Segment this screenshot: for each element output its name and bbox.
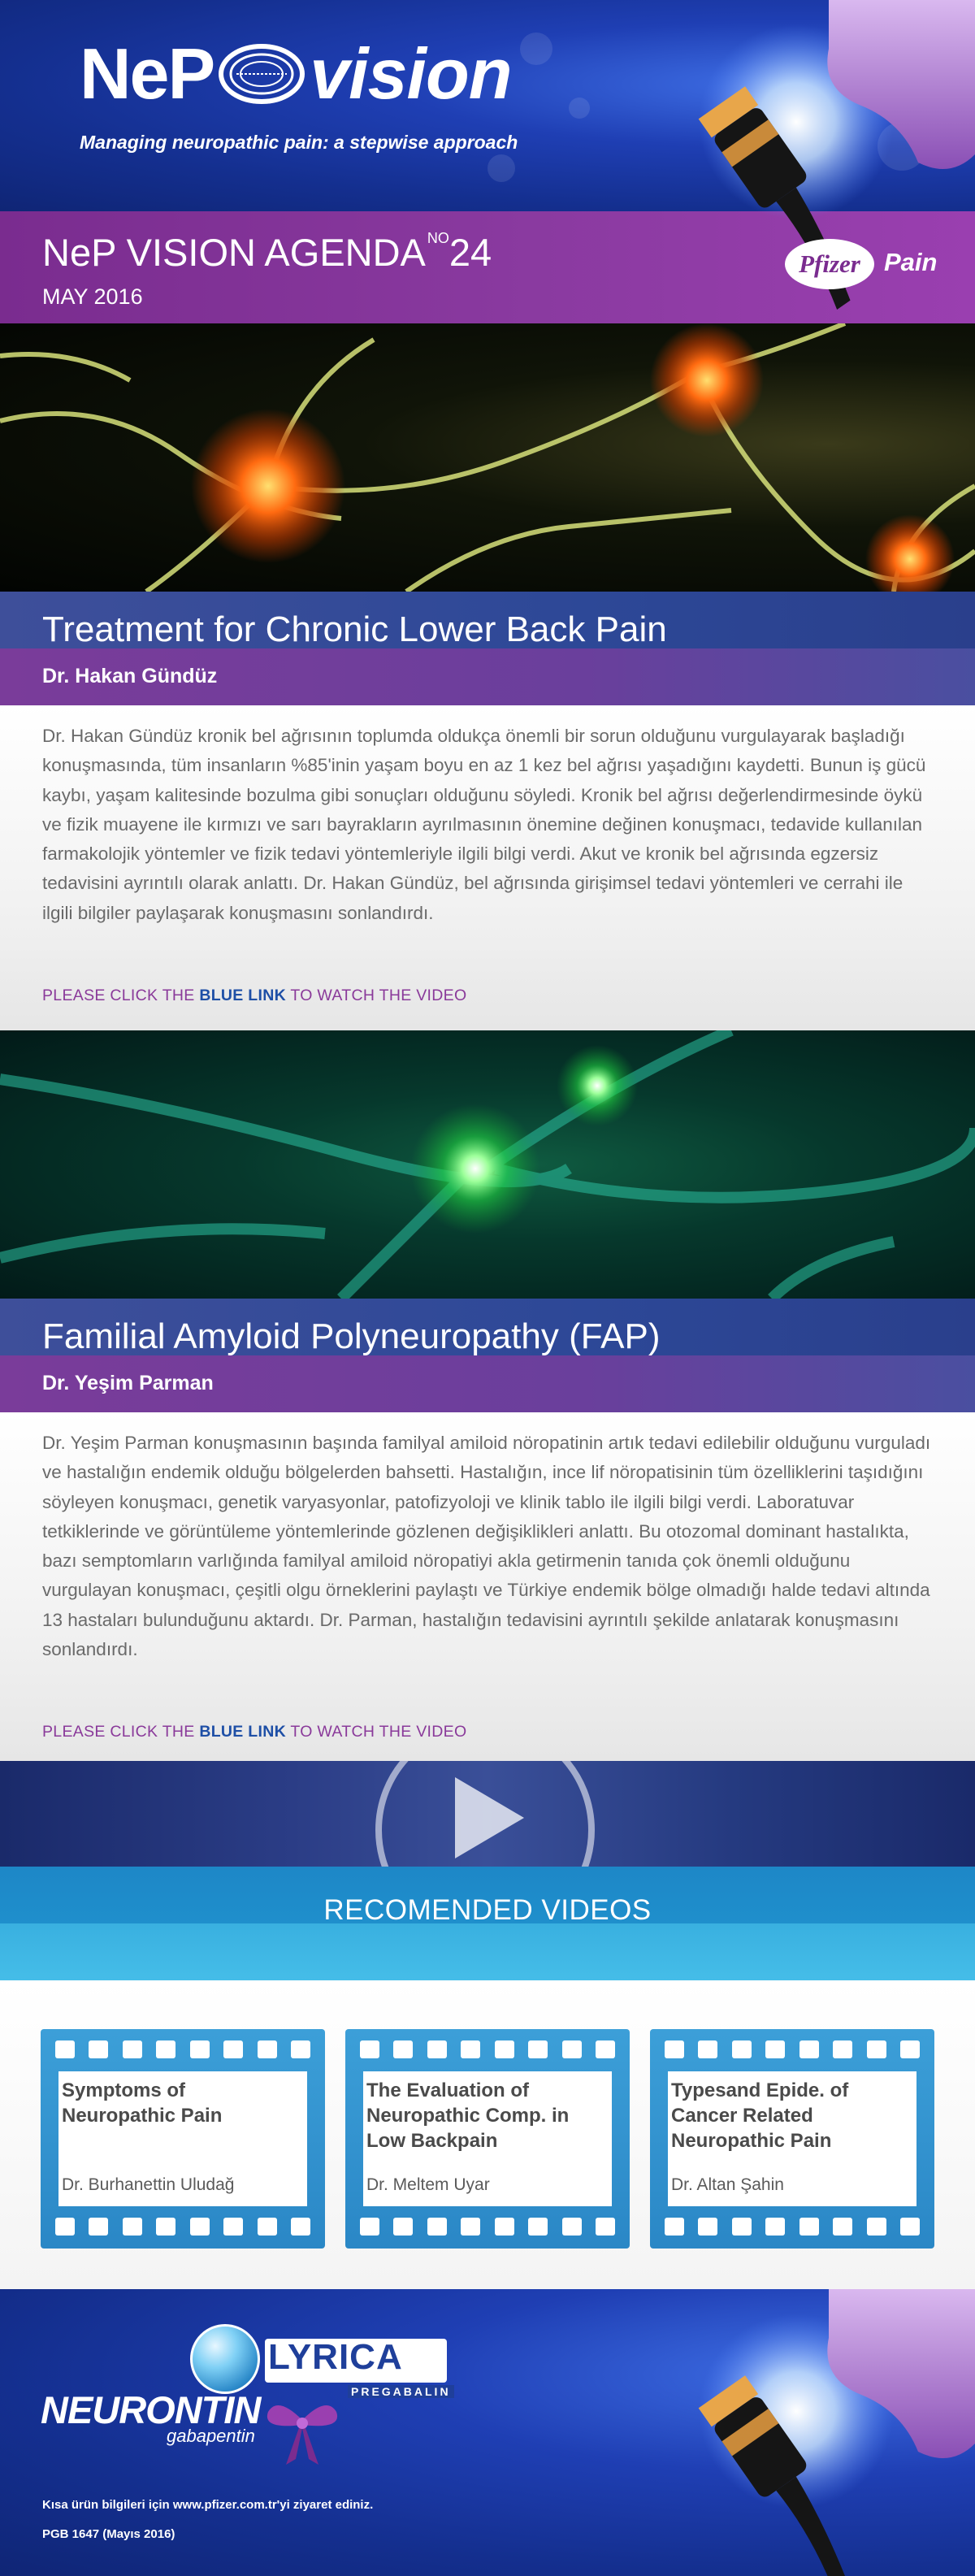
recommended-heading: RECOMENDED VIDEOS <box>323 1894 652 1926</box>
eye-icon <box>217 41 306 106</box>
pregabalin-label: PREGABALIN <box>348 2385 454 2398</box>
cta-prefix: PLEASE CLICK THE <box>42 987 200 1004</box>
section-author-1: Dr. Hakan Gündüz <box>42 665 218 687</box>
film-holes-top <box>360 2040 615 2060</box>
film-holes-bottom <box>665 2218 920 2237</box>
section-title-2: Familial Amyloid Polyneuropathy (FAP) <box>42 1316 661 1356</box>
plug-icon <box>585 2289 975 2576</box>
neuron-image-green <box>0 1030 975 1299</box>
neurontin-wordmark[interactable]: NEURONTIN <box>41 2388 261 2431</box>
cta-suffix: TO WATCH THE VIDEO <box>286 987 467 1004</box>
logo-vision-text: vision <box>310 33 512 114</box>
film-holes-bottom <box>360 2218 615 2237</box>
agenda-title <box>42 230 492 275</box>
footer-note: Kısa ürün bilgileri için www.pfizer.com.tr'yi ziyaret ediniz. <box>42 2498 374 2512</box>
agenda-title-text: NeP VISION AGENDA <box>42 231 426 274</box>
film-holes-top <box>665 2040 920 2060</box>
video-card-title: The Evaluation of Neuropathic Comp. in Low Backpain <box>366 2079 570 2152</box>
agenda-no-label: NO <box>427 230 449 246</box>
section-body-1: Dr. Hakan Gündüz kronik bel ağrısının toplumda oldukça önemli bir sorun olduğunu vurgulayarak başladığı konuşmasında, tüm insanların %85'inin yaşam boyu en az 1 kez bel ağrısı yaşadığını kaydetti. Bunun iş gücü kaybı, yaşam kalitesinde bozulma gibi sonuçları olduğunu söyledi. Kronik bel ağrısı değerlendirmesinde öykü ve fizik muayene ile kırmızı ve sarı bayrakların ayrılmasının önemine değinen konuşmacı, tedavide kullanılan farmakolojik yöntemler ve fizik tedavi yöntemleriyle ilgili bilgi verdi. Akut ve kronik bel ağrısında egzersiz tedavisini ayrıntılı olarak anlattı. Dr. Hakan Gündüz, bel ağrısında girişimsel tedavi yöntemleri ve cerrahi ile ilgili bilgiler paylaşarak konuşmasını sonlandırdı. <box>42 726 926 923</box>
cta-suffix: TO WATCH THE VIDEO <box>286 1723 467 1741</box>
globe-icon <box>190 2324 260 2394</box>
video-card-author: Dr. Altan Şahin <box>671 2175 784 2194</box>
section-body-2: Dr. Yeşim Parman konuşmasının başında familyal amiloid nöropatinin artık tedavi edilebilir olduğunu vurguladı ve hastalığın endemik olduğu bölgelerden bahsetti. Hastalığın, ince lif nöropatisinin tüm özelliklerini taşıdığını söyleyen konuşmacı, genetik varyasyonlar, patofizyoloji ve klinik tablo ile ilgili bilgi verdi. Laboratuvar tetkiklerinde ve görüntüleme yöntemlerinde gözlenen değişiklikleri anlattı. Bu otozomal dominant hastalıkta, bazı semptomların varlığında familyal amiloid nöropatiyi akla getirmenin tanıda çok önemli olduğunu vurgulayan konuşmacı, çeşitli olgu örneklerini paylaştı ve Türkiye endemik bölge olmadığı halde tedavi altında 13 hastaları bulunduğunu aktardı. Dr. Parman, hastalığın tedavisini ayrıntılı şekilde anlatarak konuşmasını sonlandırdı. <box>42 1433 931 1660</box>
gabapentin-label: gabapentin <box>167 2426 255 2446</box>
play-icon[interactable] <box>455 1777 524 1858</box>
agenda-date: MAY 2016 <box>42 284 143 309</box>
tagline: Managing neuropathic pain: a stepwise approach <box>80 132 518 153</box>
agenda-number: 24 <box>448 231 492 274</box>
pfizer-logo-text: Pfizer <box>799 249 860 278</box>
blue-link-2[interactable]: BLUE LINK <box>199 1723 287 1741</box>
section-author-2: Dr. Yeşim Parman <box>42 1372 214 1394</box>
bow-icon <box>262 2387 343 2469</box>
video-card-3[interactable] <box>650 2029 934 2249</box>
bokeh-dot <box>488 154 515 182</box>
blue-link-1[interactable]: BLUE LINK <box>199 987 287 1004</box>
video-card-2[interactable] <box>345 2029 630 2249</box>
video-hero[interactable] <box>0 1761 975 1867</box>
video-card-1[interactable] <box>41 2029 325 2249</box>
film-holes-top <box>55 2040 310 2060</box>
logo-nep-text: NeP <box>80 33 214 114</box>
lyrica-wordmark: LYRICA <box>268 2337 403 2377</box>
film-holes-bottom <box>55 2218 310 2237</box>
pfizer-logo[interactable] <box>785 239 874 289</box>
cta-2 <box>42 1723 466 1741</box>
cta-1 <box>42 987 466 1005</box>
video-card-author: Dr. Meltem Uyar <box>366 2175 490 2194</box>
section-title-1: Treatment for Chronic Lower Back Pain <box>42 609 667 649</box>
bokeh-dot <box>520 33 552 65</box>
neuron-image-yellow <box>0 323 975 592</box>
footer-code: PGB 1647 (Mayıs 2016) <box>42 2527 176 2541</box>
video-card-title: Symptoms of Neuropathic Pain <box>62 2079 223 2127</box>
pfizer-pain-label: Pain <box>884 248 938 276</box>
video-card-title: Typesand Epide. of Cancer Related Neuropathic Pain <box>671 2079 849 2152</box>
video-card-author: Dr. Burhanettin Uludağ <box>62 2175 235 2194</box>
nep-vision-logo[interactable] <box>80 33 511 115</box>
cta-prefix: PLEASE CLICK THE <box>42 1723 200 1741</box>
